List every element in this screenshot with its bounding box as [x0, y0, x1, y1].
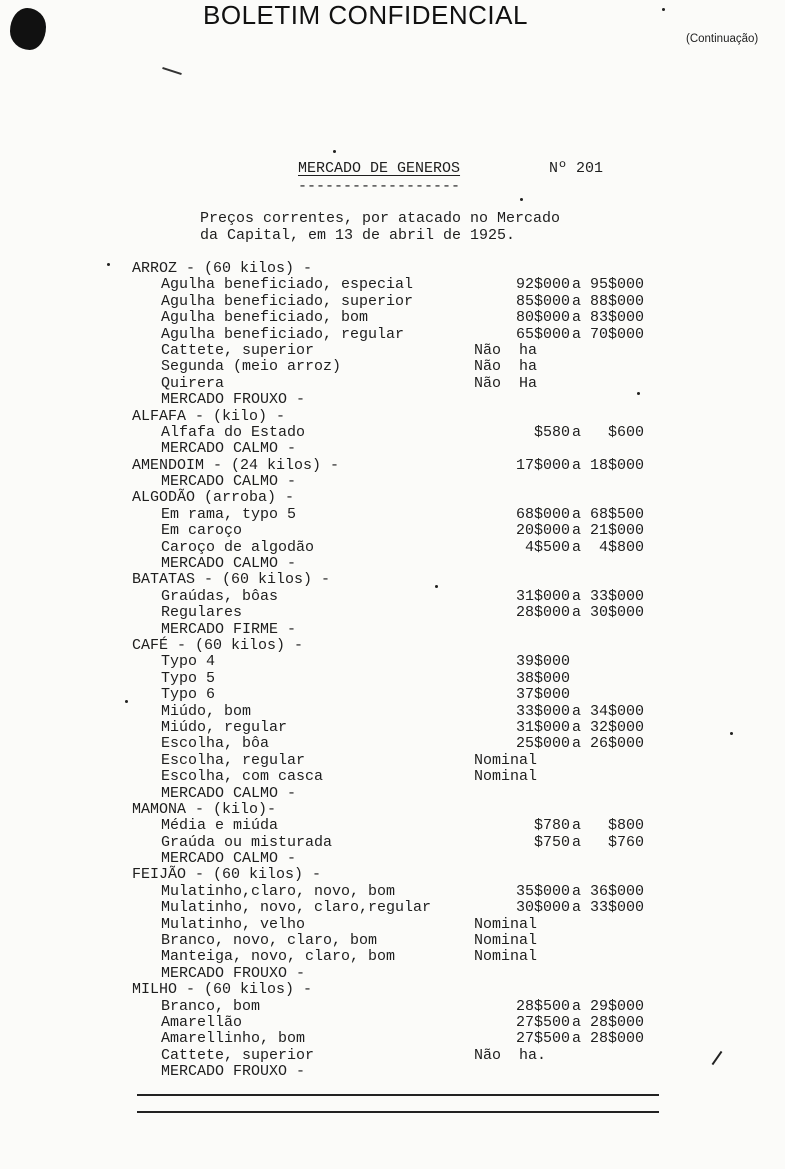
price-row — [0, 1030, 785, 1046]
item-label: Agulha beneficiado, regular — [161, 325, 405, 343]
price-low: 35$000 — [515, 882, 570, 900]
price-low: 17$000 — [515, 456, 570, 474]
item-label: Amarellão — [161, 1013, 243, 1031]
price-low: 27$500 — [515, 1013, 570, 1031]
price-row — [0, 424, 785, 440]
category-label: MILHO - (60 kilos) - — [132, 981, 313, 999]
price-row — [0, 604, 785, 620]
price-status: Nominal — [474, 751, 538, 769]
price-row — [0, 735, 785, 751]
ink-blot — [10, 8, 46, 50]
category-label: ARROZ - (60 kilos) - — [132, 260, 313, 277]
price-high: a 33$000 — [572, 587, 645, 605]
price-row — [0, 948, 785, 964]
price-low: 80$000 — [515, 309, 570, 327]
price-low: $750 — [533, 833, 570, 851]
price-status: Nominal — [474, 915, 538, 933]
item-label: Mulatinho, velho — [161, 915, 306, 933]
price-high: a 21$000 — [572, 522, 645, 540]
price-high: a 29$000 — [572, 997, 645, 1015]
price-low: $580 — [533, 423, 570, 441]
price-row — [0, 719, 785, 735]
price-row — [0, 293, 785, 309]
price-row — [0, 998, 785, 1014]
section-title: MERCADO DE GENEROS — [298, 160, 461, 177]
category-row — [0, 637, 785, 653]
price-row — [0, 375, 785, 391]
price-low: 31$000 — [515, 587, 570, 605]
price-row — [0, 588, 785, 604]
price-high: a 26$000 — [572, 735, 645, 753]
price-row — [0, 1047, 785, 1063]
continuation-label: (Continuação) — [686, 33, 759, 45]
item-label: Em rama, typo 5 — [161, 505, 297, 523]
price-low: 38$000 — [515, 669, 570, 687]
section-underline: ------------------ — [298, 178, 461, 195]
category-label: CAFÉ - (60 kilos) - — [132, 636, 304, 654]
price-status: Nominal — [474, 932, 538, 950]
price-row — [0, 342, 785, 358]
item-label: Mulatinho,claro, novo, bom — [161, 882, 396, 900]
item-label: Branco, novo, claro, bom — [161, 932, 378, 950]
price-low: 20$000 — [515, 522, 570, 540]
speck — [520, 198, 523, 201]
item-label: Miúdo, bom — [161, 702, 252, 720]
price-row — [0, 899, 785, 915]
price-row — [0, 506, 785, 522]
item-label: Escolha, bôa — [161, 735, 270, 753]
price-row — [0, 358, 785, 374]
item-label: Cattete, superior — [161, 1046, 315, 1064]
market-note: MERCADO FROUXO - — [161, 1063, 306, 1081]
item-label: Segunda (meio arroz) — [161, 358, 342, 376]
category-label: FEIJÃO - (60 kilos) - — [132, 866, 322, 884]
price-low: 37$000 — [515, 686, 570, 704]
price-low: 27$500 — [515, 1030, 570, 1048]
category-row — [0, 571, 785, 587]
price-low: 28$000 — [515, 604, 570, 622]
price-high: a 95$000 — [572, 276, 645, 294]
price-row — [0, 309, 785, 325]
category-row — [0, 408, 785, 424]
price-status: Não ha — [474, 341, 538, 359]
price-low: 68$000 — [515, 505, 570, 523]
market-note: MERCADO FROUXO - — [161, 964, 306, 982]
bulletin-number: Nº 201 — [549, 160, 604, 177]
price-high: a $760 — [572, 833, 645, 851]
price-row — [0, 932, 785, 948]
item-label: Agulha beneficiado, superior — [161, 292, 414, 310]
price-low: 4$500 — [524, 538, 570, 556]
item-label: Mulatinho, novo, claro,regular — [161, 899, 432, 917]
price-row — [0, 916, 785, 932]
market-note-row — [0, 785, 785, 801]
category-label: MAMONA - (kilo)- — [132, 800, 277, 818]
category-row — [0, 260, 785, 276]
market-note-row — [0, 965, 785, 981]
market-note: MERCADO CALMO - — [161, 784, 297, 802]
item-label: Em caroço — [161, 522, 243, 540]
item-label: Graúdas, bôas — [161, 587, 279, 605]
item-label: Typo 5 — [161, 669, 216, 687]
price-high: a 33$000 — [572, 899, 645, 917]
price-status: Nominal — [474, 948, 538, 966]
market-note: MERCADO CALMO - — [161, 473, 297, 491]
price-low: 33$000 — [515, 702, 570, 720]
item-label: Miúdo, regular — [161, 718, 288, 736]
market-note-row — [0, 621, 785, 637]
price-high: a 36$000 — [572, 882, 645, 900]
price-high: a 68$500 — [572, 505, 645, 523]
price-row — [0, 653, 785, 669]
price-row — [0, 522, 785, 538]
intro-text — [200, 210, 560, 244]
item-label: Escolha, com casca — [161, 768, 324, 786]
price-row — [0, 276, 785, 292]
item-label: Typo 4 — [161, 653, 216, 671]
category-label: ALFAFA - (kilo) - — [132, 407, 286, 425]
price-listing — [0, 260, 785, 1080]
item-label: Quirera — [161, 374, 225, 392]
category-label: ALGODÃO (arroba) - — [132, 489, 295, 507]
speck — [333, 150, 336, 153]
price-row — [0, 670, 785, 686]
category-row — [0, 981, 785, 997]
price-high: a 28$000 — [572, 1013, 645, 1031]
item-label: Cattete, superior — [161, 341, 315, 359]
price-status: Não ha. — [474, 1046, 547, 1064]
price-status: Não Ha — [474, 374, 538, 392]
price-low: 31$000 — [515, 718, 570, 736]
price-high: a $800 — [572, 817, 645, 835]
market-note-row — [0, 473, 785, 489]
pen-stroke — [162, 67, 182, 75]
item-label: Regulares — [161, 604, 243, 622]
market-note: MERCADO CALMO - — [161, 555, 297, 573]
market-note-row — [0, 440, 785, 456]
price-low: 85$000 — [515, 292, 570, 310]
price-high: a 32$000 — [572, 718, 645, 736]
price-status: Não ha — [474, 358, 538, 376]
price-high: a 30$000 — [572, 604, 645, 622]
item-label: Agulha beneficiado, bom — [161, 309, 369, 327]
price-row — [0, 703, 785, 719]
market-note-row — [0, 391, 785, 407]
market-note: MERCADO CALMO - — [161, 440, 297, 458]
speck — [662, 8, 665, 11]
market-note: MERCADO CALMO - — [161, 850, 297, 868]
price-row — [0, 834, 785, 850]
price-low: $780 — [533, 817, 570, 835]
price-high: a 28$000 — [572, 1030, 645, 1048]
price-row — [0, 817, 785, 833]
market-note-row — [0, 850, 785, 866]
price-low: 92$000 — [515, 276, 570, 294]
price-low: 28$500 — [515, 997, 570, 1015]
category-label: BATATAS - (60 kilos) - — [132, 571, 331, 589]
category-row — [0, 457, 785, 473]
item-label: Amarellinho, bom — [161, 1030, 306, 1048]
category-row — [0, 489, 785, 505]
price-low: 39$000 — [515, 653, 570, 671]
bottom-rule — [137, 1111, 659, 1113]
price-high: a 70$000 — [572, 325, 645, 343]
price-status: Nominal — [474, 768, 538, 786]
price-low: 65$000 — [515, 325, 570, 343]
item-label: Alfafa do Estado — [161, 423, 306, 441]
item-label: Caroço de algodão — [161, 538, 315, 556]
market-note: MERCADO FROUXO - — [161, 391, 306, 409]
price-row — [0, 768, 785, 784]
price-low: 25$000 — [515, 735, 570, 753]
category-row — [0, 801, 785, 817]
intro-line: Preços correntes, por atacado no Mercado — [200, 210, 561, 227]
price-high: a 4$800 — [572, 538, 645, 556]
category-label: AMENDOIM - (24 kilos) - — [132, 456, 340, 474]
item-label: Branco, bom — [161, 997, 261, 1015]
item-label: Manteiga, novo, claro, bom — [161, 948, 396, 966]
bottom-rule — [137, 1094, 659, 1096]
market-note: MERCADO FIRME - — [161, 620, 297, 638]
price-row — [0, 883, 785, 899]
market-note-row — [0, 1063, 785, 1079]
item-label: Typo 6 — [161, 686, 216, 704]
item-label: Média e miúda — [161, 817, 279, 835]
price-high: a 34$000 — [572, 702, 645, 720]
item-label: Escolha, regular — [161, 751, 306, 769]
price-row — [0, 686, 785, 702]
category-row — [0, 866, 785, 882]
intro-line: da Capital, em 13 de abril de 1925. — [200, 227, 516, 244]
bulletin-title: BOLETIM CONFIDENCIAL — [203, 0, 528, 30]
price-high: a 88$000 — [572, 292, 645, 310]
price-high: a $600 — [572, 423, 645, 441]
market-note-row — [0, 555, 785, 571]
price-row — [0, 752, 785, 768]
price-row — [0, 326, 785, 342]
price-high: a 18$000 — [572, 456, 645, 474]
item-label: Graúda ou misturada — [161, 833, 333, 851]
price-low: 30$000 — [515, 899, 570, 917]
item-label: Agulha beneficiado, especial — [161, 276, 414, 294]
price-high: a 83$000 — [572, 309, 645, 327]
price-row — [0, 1014, 785, 1030]
price-row — [0, 539, 785, 555]
